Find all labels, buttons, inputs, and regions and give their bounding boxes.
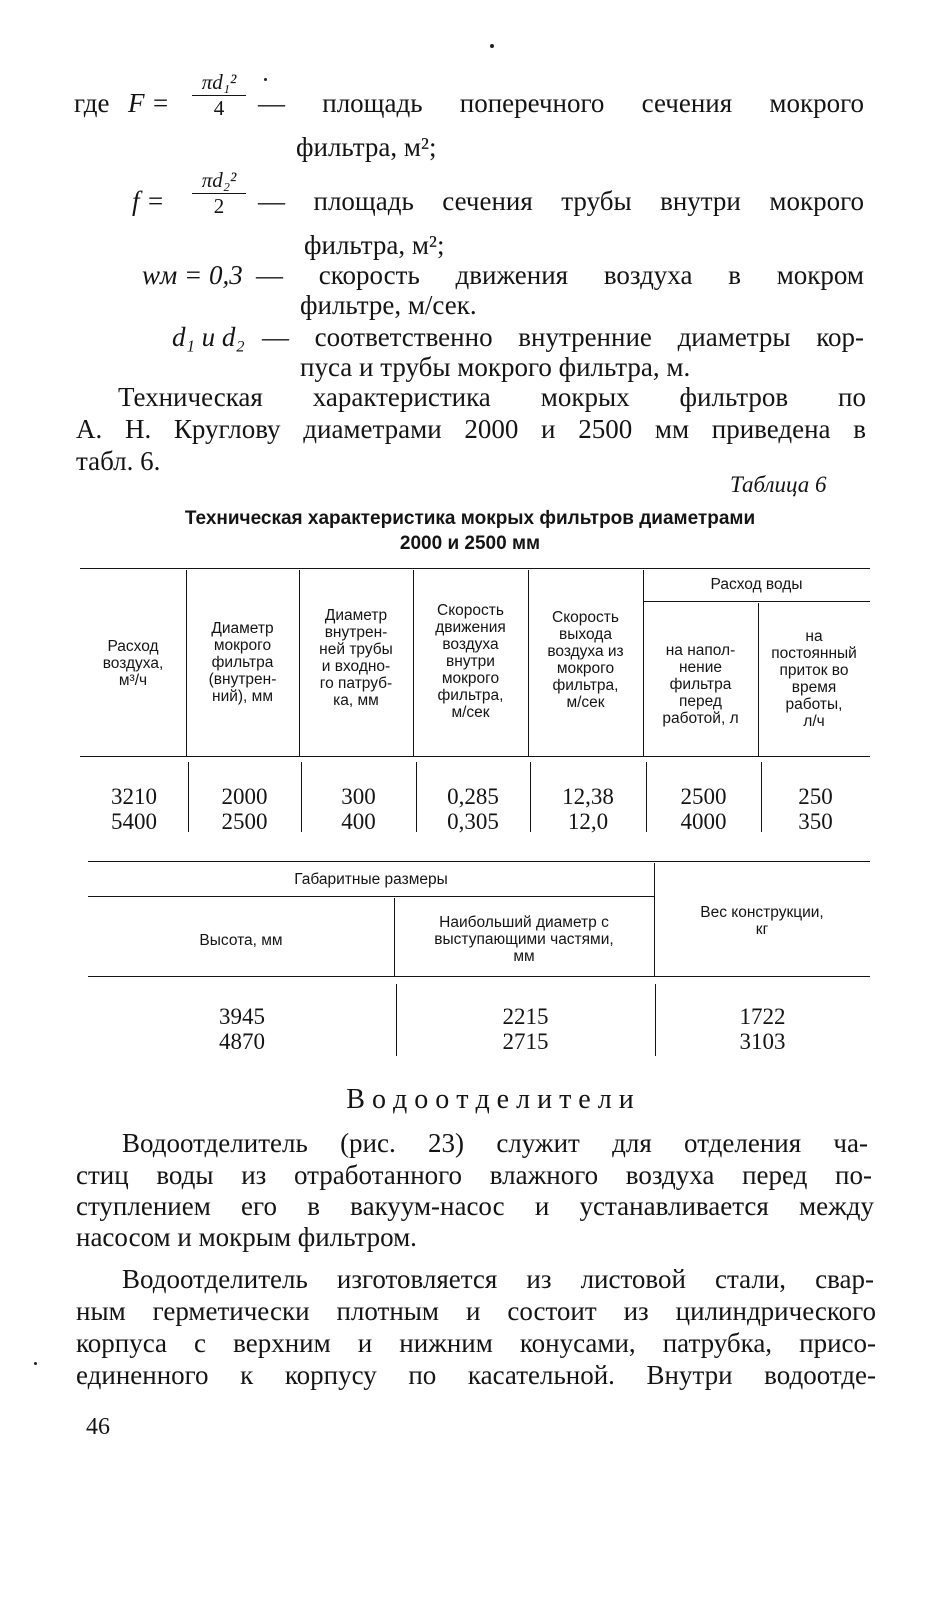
paragraph-1-line: Водоотделитель (рис. 23) служит для отделения ча- [122, 1128, 868, 1158]
table-1-header-rule [80, 756, 870, 757]
table-2-value-column: 3945 4870 [219, 1004, 265, 1054]
formula-w-text-1: — скорость движения воздуха в мокром [256, 260, 864, 290]
formula-d-text-2: пуса и трубы мокрого фильтра, м. [300, 352, 691, 382]
table-label: Таблица 6 [730, 472, 827, 497]
print-speck [264, 78, 267, 81]
table-1-top-rule [80, 568, 870, 569]
table-1-value-column: 250 350 [798, 784, 833, 834]
formula-f-fraction [192, 168, 246, 219]
table-1-header-cell: Диаметр внутрен- ней трубы и входно- го патруб- ка, мм [319, 607, 393, 709]
formula-w-text-2: фильтре, м/сек. [300, 290, 477, 320]
table-2-group-header: Габаритные размеры [294, 871, 448, 888]
intro-line-1: Техническая характеристика мокрых фильтров по [118, 382, 866, 412]
table-2-header-cell: Наибольший диаметр с выступающими частями, мм [434, 914, 614, 965]
formula-f-text-1: — площадь сечения трубы внутри мокрого [258, 186, 864, 216]
paragraph-2-line: Водоотделитель изготовляется из листовой стали, свар- [122, 1264, 874, 1294]
table-2-header-rule [88, 976, 870, 977]
print-speck [490, 44, 494, 48]
table-2-header-cell: Высота, мм [199, 932, 283, 949]
table-2-value-column: 2215 2715 [502, 1004, 549, 1054]
formula-F-text-2: фильтра, м²; [296, 132, 437, 162]
table-1-header-cell: Диаметр мокрого фильтра (внутрен- ний), мм [208, 620, 277, 705]
formula-F-numerator: πd₁² [192, 70, 246, 96]
table-2-header-cell: Вес конструкции, кг [700, 904, 824, 938]
table-1-value-column: 2500 4000 [680, 784, 727, 834]
table-1-header-cell: на постоянный приток во время работы, л/ч [771, 628, 857, 730]
intro-line-2: А. Н. Круглову диаметрами 2000 и 2500 мм приведена в [76, 414, 866, 444]
table-1-value-column: 2000 2500 [221, 784, 268, 834]
table-2-group-rule [88, 896, 654, 897]
table-1-header-cell: на напол- нение фильтра перед работой, л [662, 642, 739, 727]
paragraph-2-line: корпуса с верхним и нижним конусами, патрубка, присо- [76, 1328, 876, 1358]
formula-f-lhs: f = [132, 186, 165, 216]
section-heading: В о д о о т д е л и т е л и [346, 1084, 634, 1115]
formula-f-numerator: πd₂² [192, 168, 246, 194]
table-title-line-1: Техническая характеристика мокрых фильтров диаметрами [184, 508, 756, 529]
table-2-value-column: 1722 3103 [739, 1004, 786, 1054]
table-1-group-header: Расход воды [710, 576, 803, 593]
formula-where: где [74, 88, 110, 118]
paragraph-1-line: насосом и мокрым фильтром. [76, 1222, 417, 1252]
table-1-header-cell: Скорость движения воздуха внутри мокрого фильтра, м/сек [435, 602, 506, 721]
paragraph-2-line: единенного к корпусу по касательной. Внутри водоотде- [76, 1360, 876, 1390]
formula-F-denominator: 4 [213, 96, 225, 120]
formula-d-text-1: — соответственно внутренние диаметры кор- [262, 322, 864, 352]
table-1-value-column: 0,285 0,305 [447, 784, 499, 834]
table-1-group-rule [643, 601, 870, 602]
table-1-header-cell: Расход воздуха, м³/ч [102, 638, 164, 689]
table-1-value-column: 3210 5400 [111, 784, 157, 834]
intro-line-3: табл. 6. [76, 446, 161, 476]
page-number: 46 [86, 1414, 110, 1440]
table-title-line-2: 2000 и 2500 мм [399, 533, 541, 554]
table-1-value-column: 300 400 [341, 784, 376, 834]
formula-d-lhs: d₁ и d₂ [172, 322, 245, 352]
formula-w-lhs: wм = 0,3 [142, 260, 243, 290]
print-speck [34, 1362, 37, 1365]
formula-F-fraction [192, 70, 246, 121]
formula-f-text-2: фильтра, м²; [304, 230, 445, 260]
table-1-value-column: 12,38 12,0 [562, 784, 614, 834]
paragraph-1-line: стиц воды из отработанного влажного воздуха перед по- [76, 1160, 872, 1190]
formula-F-lhs: F = [128, 88, 170, 118]
formula-f-denominator: 2 [213, 194, 225, 218]
paragraph-2-line: ным герметически плотным и состоит из цилиндрического [76, 1296, 876, 1326]
paragraph-1-line: ступлением его в вакуум-насос и устанавливается между [76, 1191, 874, 1221]
formula-F-text-1: — площадь поперечного сечения мокрого [258, 88, 864, 118]
table-2-top-rule [88, 861, 870, 862]
table-1-header-cell: Скорость выхода воздуха из мокрого фильтра, м/сек [547, 609, 624, 711]
